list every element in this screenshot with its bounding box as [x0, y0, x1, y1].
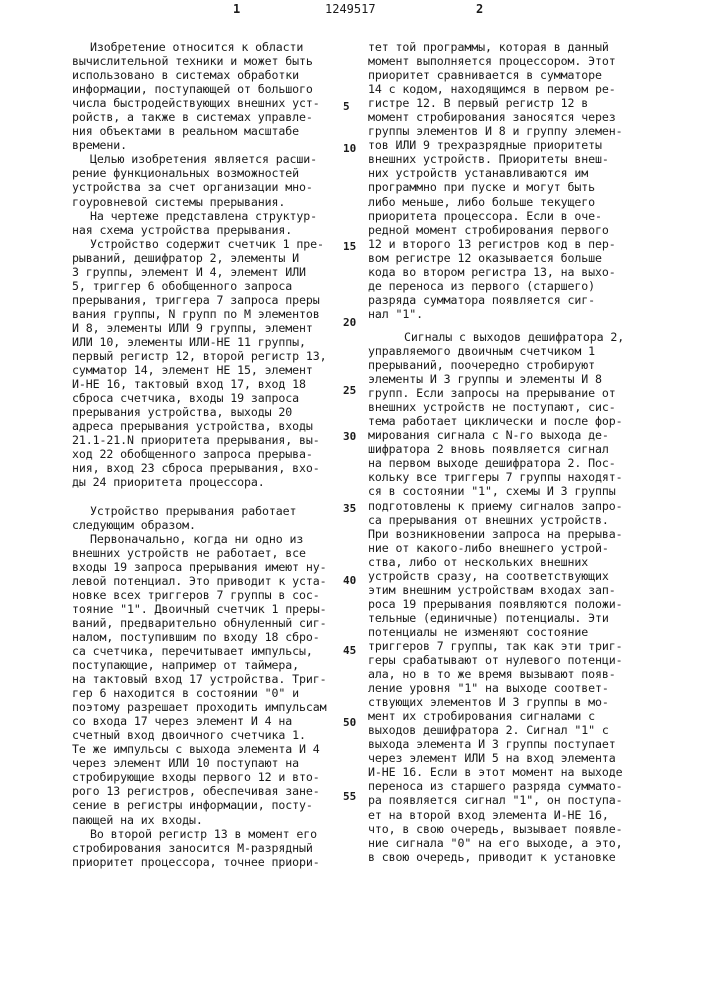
text-line: редной момент стробирования первого [368, 223, 624, 237]
text-line: И-НЕ 16, тактовый вход 17, вход 18 [72, 377, 327, 391]
text-line: роса 19 прерывания появляются положи- [368, 597, 624, 611]
text-line: потенциалы не изменяют состояние [368, 625, 624, 639]
text-line: группы элементов И 8 и группу элемен- [368, 124, 624, 138]
text-line: мент их стробирования сигналами с [368, 709, 624, 723]
text-line: 14 с кодом, находящимся в первом ре- [368, 82, 624, 96]
text-line: времени. [72, 138, 327, 152]
text-line: са прерывания от внешних устройств. [368, 513, 624, 527]
text-line: подготовлены к приему сигналов запро- [368, 499, 624, 513]
text-line: стробирования заносится M-разрядный [72, 841, 327, 855]
text-line: прерывания устройства, выходы 20 [72, 405, 327, 419]
text-line: момент выполняется процессором. Этот [368, 54, 624, 68]
right-text-column [368, 40, 624, 864]
line-number: 35 [343, 502, 356, 515]
text-line: ход 22 обобщенного запроса прерыва- [72, 447, 327, 461]
text-line: мирования сигнала с N-го выхода де- [368, 428, 624, 442]
text-line: нал "1". [368, 307, 624, 321]
text-line: И 8, элементы ИЛИ 9 группы, элемент [72, 321, 327, 335]
text-line: устройства за счет организации мно- [72, 180, 327, 194]
text-line: входы 19 запроса прерывания имеют ну- [72, 560, 327, 574]
paragraph [72, 40, 327, 152]
text-line: ройств, а также в системах управле- [72, 110, 327, 124]
text-line: геры срабатывают от нулевого потенци- [368, 653, 624, 667]
text-line: числа быстродействующих внешних уст- [72, 96, 327, 110]
text-line: тов ИЛИ 9 трехразрядные приоритеты [368, 138, 624, 152]
text-line: И-НЕ 16. Если в этот момент на выходе [368, 765, 624, 779]
text-line: программно при пуске и могут быть [368, 180, 624, 194]
text-line: сение в регистры информации, посту- [72, 798, 327, 812]
page-number-right: 2 [476, 2, 483, 16]
text-line: счетный вход двоичного счетчика 1. [72, 728, 327, 742]
text-line: рого 13 регистров, обеспечивая зане- [72, 784, 327, 798]
text-line: гер 6 находится в состоянии "0" и [72, 686, 327, 700]
text-line: прерывания, триггера 7 запроса преры [72, 293, 327, 307]
text-line: адреса прерывания устройства, входы [72, 419, 327, 433]
text-line: ление уровня "1" на выходе соответ- [368, 681, 624, 695]
text-line: ся в состоянии "1", схемы И 3 группы [368, 484, 624, 498]
text-line: ИЛИ 10, элементы ИЛИ-НЕ 11 группы, [72, 335, 327, 349]
text-line: 3 группы, элемент И 4, элемент ИЛИ [72, 265, 327, 279]
line-number: 25 [343, 384, 356, 397]
text-line: ет на второй вход элемента И-НЕ 16, [368, 808, 624, 822]
line-number: 30 [343, 430, 356, 443]
text-line: внешних устройств. Приоритеты внеш- [368, 152, 624, 166]
text-line: приоритет сравнивается в сумматоре [368, 68, 624, 82]
paragraph [72, 504, 327, 532]
text-line: тет той программы, которая в данный [368, 40, 624, 54]
left-text-column [72, 40, 327, 869]
text-line: этим внешним устройствам входах зап- [368, 583, 624, 597]
text-line: ды 24 приоритета процессора. [72, 475, 327, 489]
text-line: либо меньше, либо больше текущего [368, 195, 624, 209]
text-line: Целью изобретения является расши- [72, 152, 327, 166]
text-line: что, в свою очередь, вызывает появле- [368, 822, 624, 836]
text-line: гистре 12. В первый регистр 12 в [368, 96, 624, 110]
line-number: 20 [343, 316, 356, 329]
text-line: на первом выходе дешифратора 2. Пос- [368, 456, 624, 470]
text-line: ра появляется сигнал "1", он поступа- [368, 793, 624, 807]
text-line: со входа 17 через элемент И 4 на [72, 714, 327, 728]
text-line: управляемого двоичным счетчиком 1 [368, 344, 624, 358]
text-line: ние сигнала "0" на его выходе, а это, [368, 836, 624, 850]
text-line: Во второй регистр 13 в момент его [72, 827, 327, 841]
text-line: Устройство прерывания работает [72, 504, 327, 518]
text-line: поэтому разрешает проходить импульсам [72, 700, 327, 714]
text-line: Изобретение относится к области [72, 40, 327, 54]
text-line: поступающие, например от таймера, [72, 658, 327, 672]
text-line: ваний, предварительно обнуленный сиг- [72, 616, 327, 630]
text-line: первый регистр 12, второй регистр 13, [72, 349, 327, 363]
text-line: в свою очередь, приводит к установке [368, 850, 624, 864]
text-line: 21.1-21.N приоритета прерывания, вы- [72, 433, 327, 447]
text-line: через элемент ИЛИ 5 на вход элемента [368, 751, 624, 765]
line-number: 40 [343, 574, 356, 587]
text-line: На чертеже представлена структур- [72, 209, 327, 223]
text-line: приоритета процессора. Если в оче- [368, 209, 624, 223]
text-line: кольку все триггеры 7 группы находят- [368, 470, 624, 484]
text-line: ствующих элементов И 3 группы в мо- [368, 695, 624, 709]
line-number: 55 [343, 790, 356, 803]
text-line: момент стробирования заносятся через [368, 110, 624, 124]
text-line: триггеров 7 группы, так как эти триг- [368, 639, 624, 653]
paragraph [72, 237, 327, 490]
text-line: тояние "1". Двоичный счетчик 1 преры- [72, 602, 327, 616]
line-number: 15 [343, 240, 356, 253]
text-line: тема работает циклически и после фор- [368, 414, 624, 428]
text-line: элементы И 3 группы и элементы И 8 [368, 372, 624, 386]
text-line: использовано в системах обработки [72, 68, 327, 82]
text-line: сброса счетчика, входы 19 запроса [72, 391, 327, 405]
text-line: рываний, дешифратор 2, элементы И [72, 251, 327, 265]
text-line: на тактовый вход 17 устройства. Триг- [72, 672, 327, 686]
text-line: ния объектами в реальном масштабе [72, 124, 327, 138]
paragraph [368, 40, 624, 321]
text-line: Сигналы с выходов дешифратора 2, [368, 330, 624, 344]
text-line: через элемент ИЛИ 10 поступают на [72, 756, 327, 770]
text-line: стробирующие входы первого 12 и вто- [72, 770, 327, 784]
text-line: внешних устройств не поступают, сис- [368, 400, 624, 414]
text-line: вом регистре 12 оказывается больше [368, 251, 624, 265]
text-line: информации, поступающей от большого [72, 82, 327, 96]
patent-number: 1249517 [325, 2, 376, 16]
text-line: рение функциональных возможностей [72, 166, 327, 180]
text-line: Первоначально, когда ни одно из [72, 532, 327, 546]
text-line: вания группы, N групп по M элементов [72, 307, 327, 321]
text-line: ние от какого-либо внешнего устрой- [368, 541, 624, 555]
text-line: пающей на их входы. [72, 813, 327, 827]
text-line: левой потенциал. Это приводит к уста- [72, 574, 327, 588]
text-line: де переноса из первого (старшего) [368, 279, 624, 293]
text-line: новке всех триггеров 7 группы в сос- [72, 588, 327, 602]
text-line: гоуровневой системы прерывания. [72, 195, 327, 209]
text-line: выхода элемента И 3 группы поступает [368, 737, 624, 751]
text-line: ала, но в то же время вызывают появ- [368, 667, 624, 681]
text-line: разряда сумматора появляется сиг- [368, 293, 624, 307]
line-number: 10 [343, 142, 356, 155]
line-number: 45 [343, 644, 356, 657]
text-line: 5, триггер 6 обобщенного запроса [72, 279, 327, 293]
paragraph [368, 330, 624, 864]
text-line: выходов дешифратора 2. Сигнал "1" с [368, 723, 624, 737]
text-line: сумматор 14, элемент НЕ 15, элемент [72, 363, 327, 377]
text-line: переноса из старшего разряда суммато- [368, 779, 624, 793]
paragraph [72, 152, 327, 208]
text-line: са счетчика, перечитывает импульсы, [72, 644, 327, 658]
page-number-left: 1 [233, 2, 240, 16]
text-line: При возникновении запроса на прерыва- [368, 527, 624, 541]
text-line: групп. Если запросы на прерывание от [368, 386, 624, 400]
text-line: тельные (единичные) потенциалы. Эти [368, 611, 624, 625]
text-line: следующим образом. [72, 518, 327, 532]
text-line: кода во втором регистра 13, на выхо- [368, 265, 624, 279]
text-line: устройств сразу, на соответствующих [368, 569, 624, 583]
text-line: прерываний, поочередно стробируют [368, 358, 624, 372]
text-line: ния, вход 23 сброса прерывания, вхо- [72, 461, 327, 475]
text-line: налом, поступившим по входу 18 сбро- [72, 630, 327, 644]
paragraph [72, 827, 327, 869]
text-line: них устройств устанавливаются им [368, 166, 624, 180]
text-line: Устройство содержит счетчик 1 пре- [72, 237, 327, 251]
paragraph [72, 532, 327, 827]
text-line: шифратора 2 вновь появляется сигнал [368, 442, 624, 456]
text-line: внешних устройств не работает, все [72, 546, 327, 560]
line-number: 50 [343, 716, 356, 729]
text-line: Те же импульсы с выхода элемента И 4 [72, 742, 327, 756]
text-line: ства, либо от нескольких внешних [368, 555, 624, 569]
text-line: приоритет процессора, точнее приори- [72, 855, 327, 869]
text-line: вычислительной техники и может быть [72, 54, 327, 68]
text-line: 12 и второго 13 регистров код в пер- [368, 237, 624, 251]
line-number: 5 [343, 100, 350, 113]
text-line: ная схема устройства прерывания. [72, 223, 327, 237]
paragraph [72, 209, 327, 237]
